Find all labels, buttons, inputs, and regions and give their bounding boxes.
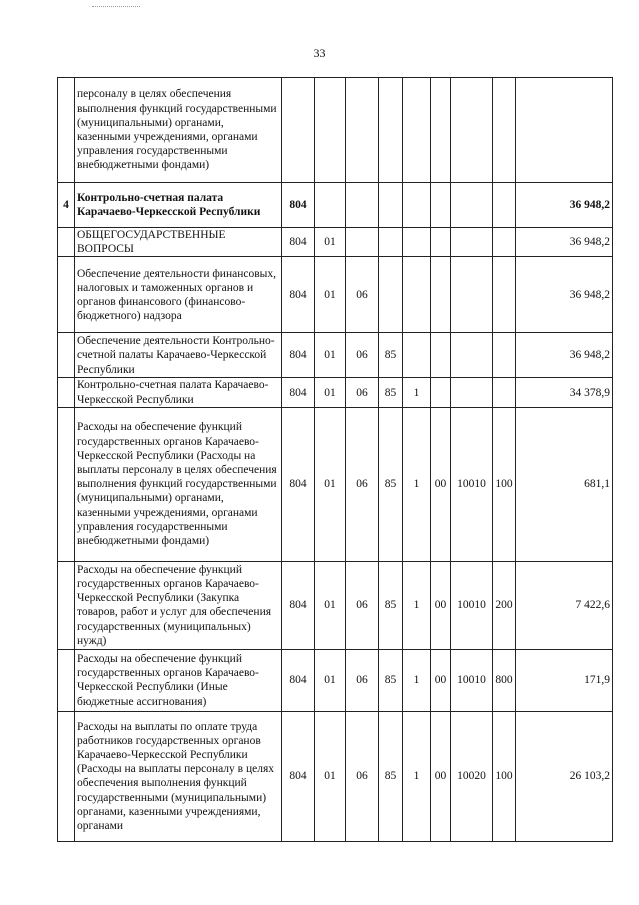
direction-code-cell: 10010 bbox=[451, 561, 493, 649]
table-row bbox=[58, 407, 613, 561]
section-code-cell: 01 bbox=[315, 407, 346, 561]
subsection-code-cell: 06 bbox=[346, 333, 379, 378]
direction-code-cell bbox=[451, 333, 493, 378]
table-row bbox=[58, 78, 613, 183]
amount-cell: 36 948,2 bbox=[516, 257, 613, 333]
subprogram-code-cell: 1 bbox=[403, 407, 431, 561]
row-number-cell bbox=[58, 78, 75, 183]
event-code-cell bbox=[431, 257, 451, 333]
direction-code-cell bbox=[451, 78, 493, 183]
expense-type-code-cell: 100 bbox=[493, 407, 516, 561]
row-number-cell bbox=[58, 228, 75, 257]
item-name-cell: Обеспечение деятельности Контрольно-счетной палаты Карачаево-Черкесской Республики bbox=[75, 333, 282, 378]
program-code-cell: 85 bbox=[379, 711, 403, 841]
row-number-cell bbox=[58, 561, 75, 649]
expense-type-code-cell bbox=[493, 378, 516, 407]
program-code-cell bbox=[379, 78, 403, 183]
subprogram-code-cell: 1 bbox=[403, 378, 431, 407]
subprogram-code-cell bbox=[403, 183, 431, 228]
event-code-cell bbox=[431, 378, 451, 407]
table-row bbox=[58, 257, 613, 333]
subprogram-code-cell: 1 bbox=[403, 711, 431, 841]
scan-header-mark bbox=[92, 6, 140, 10]
dept-code-cell: 804 bbox=[282, 378, 315, 407]
event-code-cell bbox=[431, 78, 451, 183]
dept-code-cell bbox=[282, 78, 315, 183]
section-code-cell: 01 bbox=[315, 649, 346, 711]
expense-type-code-cell: 200 bbox=[493, 561, 516, 649]
item-name-cell: Расходы на выплаты по оплате труда работников государственных органов Карачаево-Черкесской Республики (Расходы на выплаты персоналу в целях обеспечения выполнения функций государственными (муниципальными) органами, казенными учреждениями, органами bbox=[75, 711, 282, 841]
direction-code-cell bbox=[451, 378, 493, 407]
program-code-cell: 85 bbox=[379, 333, 403, 378]
subprogram-code-cell: 1 bbox=[403, 649, 431, 711]
amount-cell: 36 948,2 bbox=[516, 228, 613, 257]
subsection-code-cell: 06 bbox=[346, 257, 379, 333]
section-code-cell: 01 bbox=[315, 333, 346, 378]
event-code-cell: 00 bbox=[431, 561, 451, 649]
direction-code-cell bbox=[451, 183, 493, 228]
row-number-cell bbox=[58, 378, 75, 407]
item-name-cell: Расходы на обеспечение функций государственных органов Карачаево-Черкесской Республики (Закупка товаров, работ и услуг для обеспечения государственных (муниципальных) нужд) bbox=[75, 561, 282, 649]
expense-type-code-cell bbox=[493, 78, 516, 183]
amount-cell: 26 103,2 bbox=[516, 711, 613, 841]
item-name-cell: Контрольно-счетная палата Карачаево-Черкесской Республики bbox=[75, 183, 282, 228]
direction-code-cell bbox=[451, 257, 493, 333]
subsection-code-cell: 06 bbox=[346, 378, 379, 407]
expense-type-code-cell: 800 bbox=[493, 649, 516, 711]
direction-code-cell: 10010 bbox=[451, 649, 493, 711]
item-name-cell: ОБЩЕГОСУДАРСТВЕННЫЕ ВОПРОСЫ bbox=[75, 228, 282, 257]
amount-cell: 34 378,9 bbox=[516, 378, 613, 407]
expense-type-code-cell bbox=[493, 183, 516, 228]
program-code-cell bbox=[379, 257, 403, 333]
section-code-cell: 01 bbox=[315, 561, 346, 649]
table-row bbox=[58, 228, 613, 257]
section-code-cell: 01 bbox=[315, 257, 346, 333]
expense-type-code-cell bbox=[493, 333, 516, 378]
amount-cell: 36 948,2 bbox=[516, 183, 613, 228]
dept-code-cell: 804 bbox=[282, 333, 315, 378]
row-number-cell bbox=[58, 333, 75, 378]
page-number: 33 bbox=[313, 46, 326, 60]
section-code-cell bbox=[315, 183, 346, 228]
subsection-code-cell: 06 bbox=[346, 711, 379, 841]
event-code-cell bbox=[431, 228, 451, 257]
table-row bbox=[58, 711, 613, 841]
program-code-cell: 85 bbox=[379, 561, 403, 649]
section-code-cell: 01 bbox=[315, 378, 346, 407]
item-name-cell: Расходы на обеспечение функций государственных органов Карачаево-Черкесской Республики (Расходы на выплаты персоналу в целях обеспечения выполнения функций государственными (муниципальными) органами, казенными учреждениями, органами управления государственными внебюджетными фондами) bbox=[75, 407, 282, 561]
subsection-code-cell: 06 bbox=[346, 649, 379, 711]
program-code-cell: 85 bbox=[379, 407, 403, 561]
direction-code-cell bbox=[451, 228, 493, 257]
program-code-cell bbox=[379, 228, 403, 257]
row-number-cell bbox=[58, 407, 75, 561]
item-name-cell: Обеспечение деятельности финансовых, налоговых и таможенных органов и органов финансового (финансово-бюджетного) надзора bbox=[75, 257, 282, 333]
subsection-code-cell: 06 bbox=[346, 561, 379, 649]
row-number-cell bbox=[58, 711, 75, 841]
program-code-cell bbox=[379, 183, 403, 228]
subsection-code-cell bbox=[346, 78, 379, 183]
direction-code-cell: 10010 bbox=[451, 407, 493, 561]
event-code-cell bbox=[431, 333, 451, 378]
program-code-cell: 85 bbox=[379, 649, 403, 711]
program-code-cell: 85 bbox=[379, 378, 403, 407]
item-name-cell: персоналу в целях обеспечения выполнения функций государственными (муниципальными) органами, казенными учреждениями, органами управления государственными внебюджетными фондами) bbox=[75, 78, 282, 183]
table-row bbox=[58, 333, 613, 378]
event-code-cell: 00 bbox=[431, 711, 451, 841]
section-code-cell bbox=[315, 78, 346, 183]
amount-cell bbox=[516, 78, 613, 183]
direction-code-cell: 10020 bbox=[451, 711, 493, 841]
section-code-cell: 01 bbox=[315, 228, 346, 257]
row-number-cell bbox=[58, 257, 75, 333]
subprogram-code-cell bbox=[403, 257, 431, 333]
table-row bbox=[58, 378, 613, 407]
table-row bbox=[58, 561, 613, 649]
item-name-cell: Контрольно-счетная палата Карачаево-Черкесской Республики bbox=[75, 378, 282, 407]
dept-code-cell: 804 bbox=[282, 257, 315, 333]
expense-type-code-cell bbox=[493, 257, 516, 333]
dept-code-cell: 804 bbox=[282, 228, 315, 257]
dept-code-cell: 804 bbox=[282, 407, 315, 561]
amount-cell: 7 422,6 bbox=[516, 561, 613, 649]
subprogram-code-cell: 1 bbox=[403, 561, 431, 649]
dept-code-cell: 804 bbox=[282, 561, 315, 649]
section-code-cell: 01 bbox=[315, 711, 346, 841]
dept-code-cell: 804 bbox=[282, 649, 315, 711]
event-code-cell: 00 bbox=[431, 407, 451, 561]
dept-code-cell: 804 bbox=[282, 711, 315, 841]
table-row bbox=[58, 183, 613, 228]
subsection-code-cell: 06 bbox=[346, 407, 379, 561]
table-row bbox=[58, 649, 613, 711]
subprogram-code-cell bbox=[403, 228, 431, 257]
amount-cell: 681,1 bbox=[516, 407, 613, 561]
row-number-cell: 4 bbox=[58, 183, 75, 228]
amount-cell: 36 948,2 bbox=[516, 333, 613, 378]
subsection-code-cell bbox=[346, 183, 379, 228]
budget-table bbox=[57, 77, 613, 842]
item-name-cell: Расходы на обеспечение функций государственных органов Карачаево-Черкесской Республики (Иные бюджетные ассигнования) bbox=[75, 649, 282, 711]
event-code-cell: 00 bbox=[431, 649, 451, 711]
subprogram-code-cell bbox=[403, 78, 431, 183]
expense-type-code-cell: 100 bbox=[493, 711, 516, 841]
subsection-code-cell bbox=[346, 228, 379, 257]
amount-cell: 171,9 bbox=[516, 649, 613, 711]
event-code-cell bbox=[431, 183, 451, 228]
row-number-cell bbox=[58, 649, 75, 711]
expense-type-code-cell bbox=[493, 228, 516, 257]
dept-code-cell: 804 bbox=[282, 183, 315, 228]
subprogram-code-cell bbox=[403, 333, 431, 378]
